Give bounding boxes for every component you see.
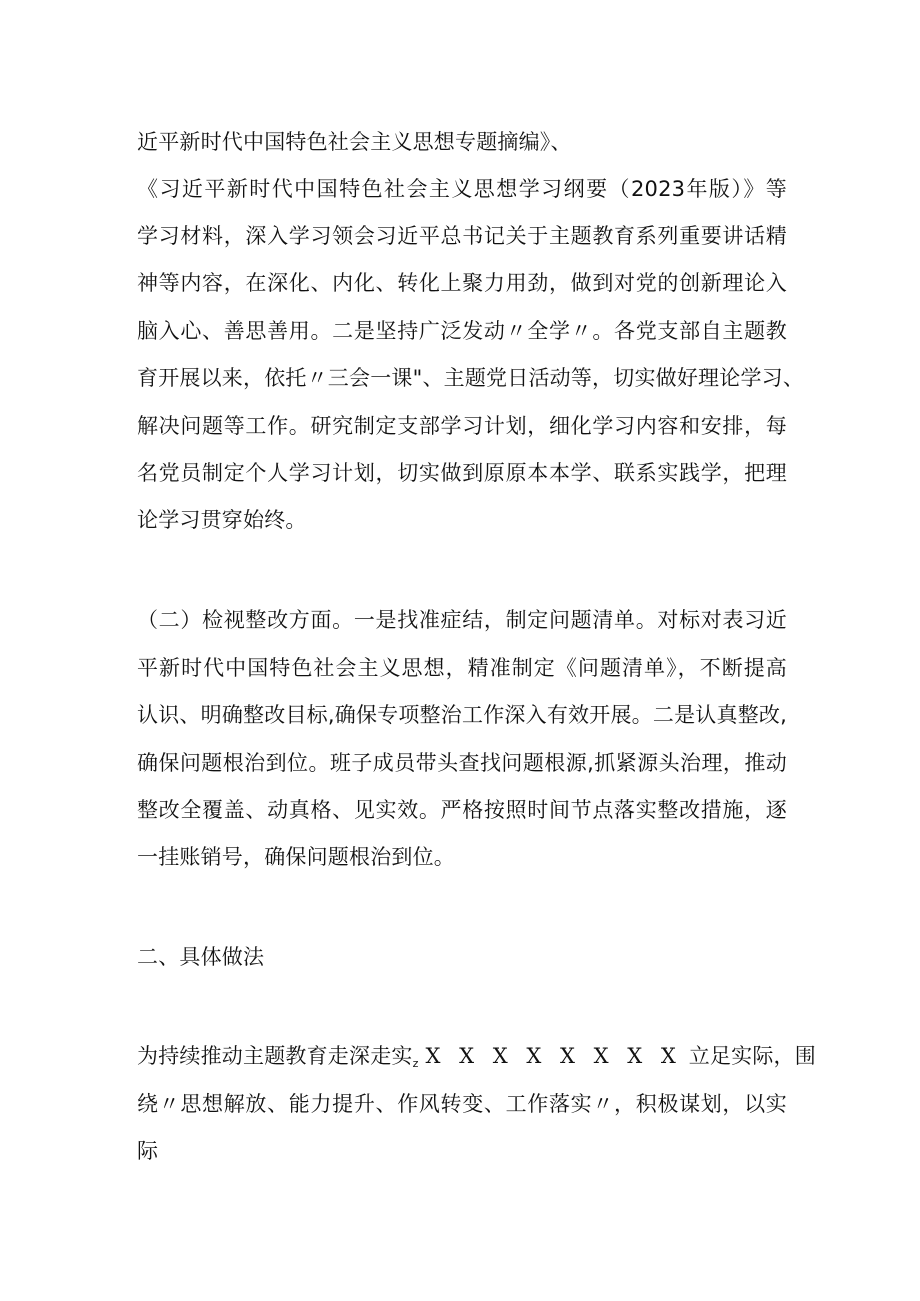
paragraph-1-line-6: 育开展以来，依托〃三会一课"、主题党日活动等，切实做好理论学习、 (137, 366, 805, 390)
paragraph-1-line-2: 《习近平新时代中国特色社会主义思想学习纲要（2023年版）》等 (137, 177, 787, 201)
paragraph-2-line-1: （二）检视整改方面。一是找准症结，制定问题清单。对标对表习近 (137, 608, 787, 632)
paragraph-3-line-2: 绕〃思想解放、能力提升、作风转变、工作落实〃，积极谋划，以实 (137, 1092, 787, 1116)
paragraph-2-line-4: 确保问题根治到位。班子成员带头查找问题根源,抓紧源头治理，推动 (137, 751, 787, 775)
paragraph-2-line-5: 整改全覆盖、动真格、见实效。严格按照时间节点落实整改措施，逐 (137, 798, 787, 822)
paragraph-1-line-9: 论学习贯穿始终。 (137, 508, 307, 532)
paragraph-1-line-5: 脑入心、善思善用。二是坚持广泛发动〃全学〃。各党支部自主题教 (137, 319, 787, 343)
paragraph-2-line-2: 平新时代中国特色社会主义思想，精准制定《问题清单》，不断提高 (137, 656, 787, 680)
paragraph-2-line-3: 认识、明确整改目标,确保专项整治工作深入有效开展。二是认真整改, (137, 703, 787, 727)
paragraph-3-line-1-sub: z (412, 1057, 419, 1070)
paragraph-2-line-6: 一挂账销号，确保问题根治到位。 (137, 845, 455, 869)
section-heading: 二、具体做法 (137, 945, 265, 969)
paragraph-1-line-3: 学习材料，深入学习领会习近平总书记关于主题教育系列重要讲话精 (137, 224, 787, 248)
paragraph-1-line-7: 解决问题等工作。研究制定支部学习计划，细化学习内容和安排，每 (137, 414, 787, 438)
redacted-marks: X X X X X X X X (425, 1044, 682, 1068)
paragraph-1-line-4: 神等内容，在深化、内化、转化上聚力用劲，做到对党的创新理论入 (137, 271, 787, 295)
paragraph-3-line-1 (137, 1041, 816, 1071)
paragraph-1-line-1: 近平新时代中国特色社会主义思想专题摘编》、 (137, 130, 572, 154)
paragraph-3-line-1-prefix: 为持续推动主题教育走深走实 (137, 1044, 413, 1068)
paragraph-1-line-8: 名党员制定个人学习计划，切实做到原原本本学、联系实践学，把理 (137, 461, 787, 485)
paragraph-3-line-3: 际 (137, 1139, 159, 1163)
paragraph-3-line-1-suffix: 立足实际，围 (688, 1044, 816, 1068)
